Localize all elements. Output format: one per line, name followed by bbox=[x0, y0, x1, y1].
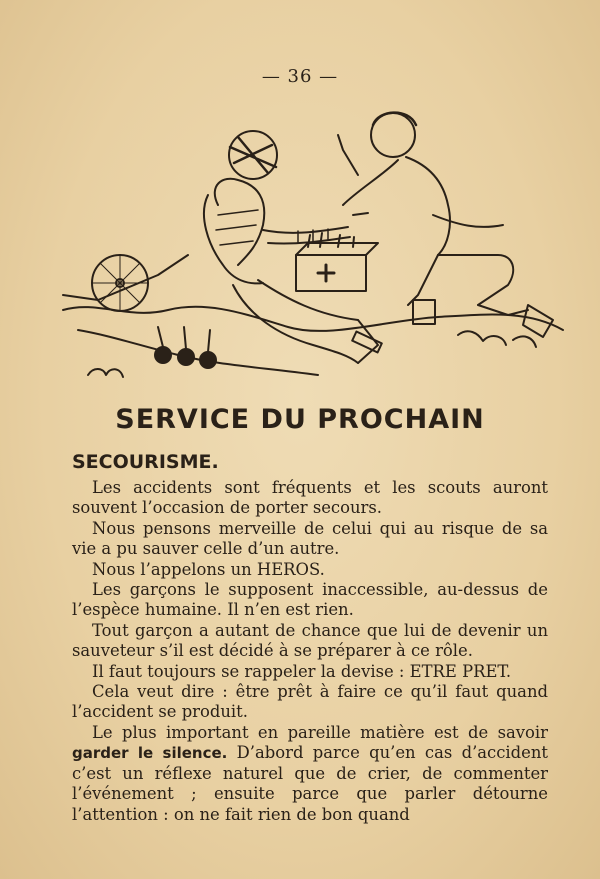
paragraph: Nous l’appelons un HEROS. bbox=[92, 559, 325, 579]
page-number: — 36 — bbox=[261, 66, 339, 87]
section-title: SERVICE DU PROCHAIN bbox=[115, 404, 485, 435]
body-text bbox=[72, 478, 548, 825]
first-aid-scene-icon bbox=[58, 105, 568, 395]
emphasis-text: garder le silence. bbox=[72, 744, 228, 763]
paragraph-last bbox=[72, 723, 548, 825]
section-subtitle: SECOURISME. bbox=[72, 451, 219, 473]
paragraph-text: D’abord parce qu’en cas d’accident c’est un réflexe naturel que de crier, de commenter l’événement ; ensuite parce que parler détourne l’attention : on ne fait rien de bon quand bbox=[72, 743, 548, 824]
paragraph: Tout garçon a autant de chance que lui de devenir un sauveteur s’il est décidé à se préparer à ce rôle. bbox=[72, 620, 548, 661]
paragraph: Nous pensons merveille de celui qui au risque de sa vie a pu sauver celle d’un autre. bbox=[72, 518, 548, 559]
paragraph: Cela veut dire : être prêt à faire ce qu’il faut quand l’accident se produit. bbox=[72, 682, 548, 722]
paragraph: Il faut toujours se rappeler la devise : ETRE PRET. bbox=[92, 661, 512, 681]
paragraph: Les garçons le supposent inaccessible, au-dessus de l’espèce humaine. Il n’en est rien. bbox=[72, 580, 548, 620]
paragraph-text: Le plus important en pareille matière est de savoir bbox=[92, 722, 548, 742]
paragraph: Les accidents sont fréquents et les scouts auront souvent l’occasion de porter secours. bbox=[72, 478, 548, 518]
